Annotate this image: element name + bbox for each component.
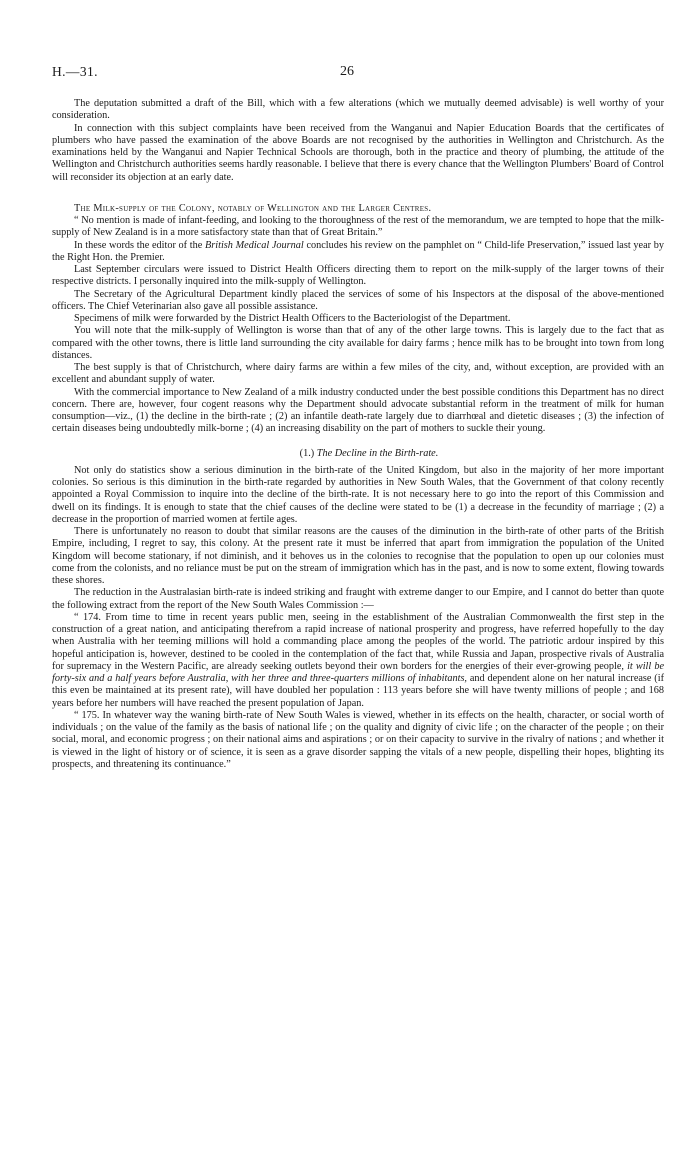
paragraph-plumbers: In connection with this subject complaints have been received from the Wanganui and Napier Education Boards that the certificates of plumbers who have passed the examination of the above Boards are not recognised by the authorities in Wellington and Christchurch. As the examinations held by the Wanganui and Napier Technical Schools are thorough, both in the practice and theory of plumbing, the attitude of the Wellington and Christchurch authorities seems hardly reasonable. I believe that there is every chance that the Wellington Plumbers' Board of Control will reconsider its objection at an early date.	[52, 122, 664, 183]
paragraph-australasian: The reduction in the Australasian birth-rate is indeed striking and fraught with extreme danger to our Empire, and I cannot do better than quote the following extract from the report of the New South Wales Commission :—	[52, 587, 664, 611]
paragraph-deputation: The deputation submitted a draft of the Bill, which with a few alterations (which we mutually deemed advisable) is well worthy of your consideration.	[52, 98, 664, 122]
section-heading-milk-supply: The Milk-supply of the Colony, notably of Wellington and the Larger Centres.	[74, 202, 432, 214]
quote-174-italic: it will be forty-six and a half years before Australia, with her three and three-quarters millions of inhabitants,	[52, 660, 664, 684]
paragraph-wellington-supply: You will note that the milk-supply of Wellington is worse than that of any of the other large towns. This is largely due to the fact that as compared with the other towns, there is little land surrounding the city available for dairy farms ; hence milk has to be brought into town from long distances.	[52, 325, 664, 361]
quote-175: “ 175. In whatever way the waning birth-rate of New South Wales is viewed, whether in its effects on the health, character, or social worth of individuals ; on the value of the family as the basis of national life ; on the quality and dignity of civic life ; on the character of the people ; on their social, moral, and economic progress ; on their national aims and aspirations ; or on their capacity to survive in the rivalry of nations ; and whether it is viewed in the light of history or of science, it is seen as a grave disorder sapping the vitals of a new people, dispelling their hopes, blighting its prospects, and threatening its continuance.”	[52, 709, 664, 770]
quote-174-lead: “ 174. From time to time in recent years public men, seeing in the establishment of the Australian Commonwealth the first step in the construction of a great nation, and anticipating therefrom a rapid increase of national prosperity and progress, have referred hopefully to the day when Australia with her teeming millions will hold a commanding place among the peoples of the world. The patriotic ardour inspired by this hopeful anticipation is, however, destined to be cooled in the contemplation of the fact that, while Russia and Japan, prospective rivals of Australia for supremacy in the Western Pacific, are already seeking outlets beyond their own borders for the energies of their ever-growing people,	[52, 611, 664, 672]
section-heading-birth-rate	[52, 448, 664, 460]
paragraph-editor-lead: In these words the editor of the	[74, 239, 205, 251]
page-body	[52, 98, 664, 771]
report-code: H.—31.	[52, 64, 98, 79]
paragraph-similar-reasons: There is unfortunately no reason to doubt that similar reasons are the causes of the diminution in the birth-rate of other parts of the British Empire, including, I regret to say, this colony. At the present rate it must be inferred that apart from immigration the population of the United Kingdom will become stationary, if not diminish, and it behoves us in the colonies to recognise that the population to open up our colonies must come from the colonists, and no reliance must be put on the stream of immigration which has in the past, and is now to some extent, flowing towards these shores.	[52, 526, 664, 586]
bmj-title: British Medical Journal	[205, 239, 304, 251]
page-number: 26	[340, 64, 354, 79]
section-heading-number: (1.)	[299, 447, 317, 459]
paragraph-specimens: Specimens of milk were forwarded by the District Health Officers to the Bacteriologist of the Department.	[74, 313, 511, 324]
paragraph-circulars: Last September circulars were issued to District Health Officers directing them to report on the milk-supply of the larger towns of their respective districts. I personally inquired into the milk-supply of Wellington.	[52, 264, 664, 288]
paragraph-christchurch: The best supply is that of Christchurch, where dairy farms are within a few miles of the city, and, without exception, are provided with an excellent and abundant supply of water.	[52, 362, 664, 386]
paragraph-editor	[52, 240, 664, 265]
quote-174	[52, 612, 664, 710]
paragraph-reasons: With the commercial importance to New Zealand of a milk industry conducted under the best possible conditions this Department has no direct concern. There are, however, four cogent reasons why the Department should advocate substantial reform in the treatment of milk for human consumption—viz., (1) the decline in the birth-rate ; (2) an infantile death-rate largely due to diarrhœal and dietetic diseases ; (3) the infection of certain diseases being undoubtedly milk-borne ; (4) an increasing disability on the part of mothers to suckle their young.	[52, 386, 664, 435]
section-heading-text: The Decline in the Birth-rate.	[316, 447, 439, 459]
quote-174-tail: and dependent alone on her natural increase (if this even be maintained at its present rate), will have doubled her population : 113 years before she will have twenty millions of people ; and 168 years before her numbers will have reached the present population of Japan.	[52, 673, 664, 709]
paragraph-agricultural: The Secretary of the Agricultural Department kindly placed the services of some of his Inspectors at the disposal of the above-mentioned officers. The Chief Veterinarian also gave all possible assistance.	[52, 288, 664, 312]
paragraph-quote-bmj: “ No mention is made of infant-feeding, and looking to the thoroughness of the rest of the memorandum, we are tempted to hope that the milk-supply of New Zealand is in a more satisfactory state than that of Great Britain.”	[52, 215, 664, 239]
paragraph-statistics: Not only do statistics show a serious diminution in the birth-rate of the United Kingdom, but also in the majority of her more important colonies. So serious is this diminution in the birth-rate regarded by authorities in New South Wales, that the Government of that colony recently appointed a Royal Commission to inquire into the decline of the birth-rate. It is not necessary here to go into the report of this Commission and dwell on its findings. It is enough to state that the chief causes of the decline were stated to be (1) a decrease in the fecundity of marriage ; (2) a decrease in the proportion of married women at fertile ages.	[52, 464, 664, 525]
paragraph-editor-tail: concludes his review on the pamphlet on “ Child-life Preservation,” issued last year by the Right Hon. the Premier.	[52, 239, 664, 263]
